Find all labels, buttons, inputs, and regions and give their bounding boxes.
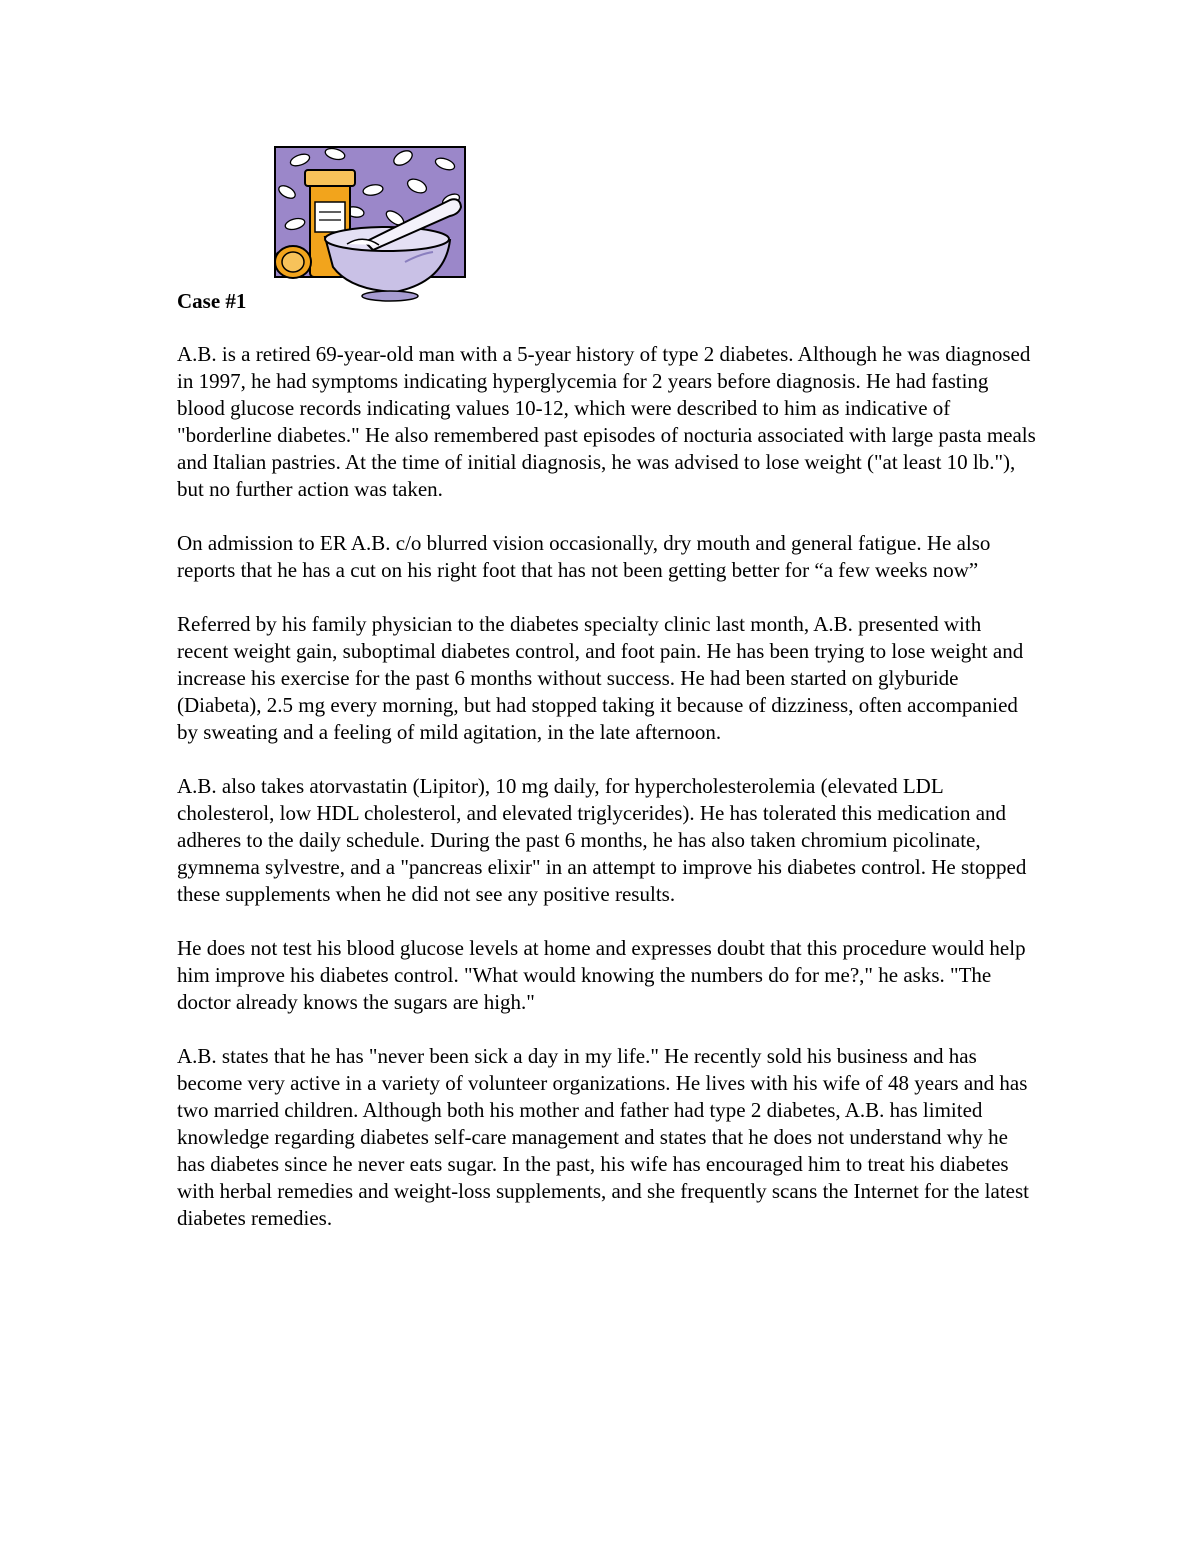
pharmacy-mortar-pills-icon xyxy=(255,142,470,302)
paragraph-glucose-testing: He does not test his blood glucose levels at home and expresses doubt that this procedure would help him improve his diabetes control. "What would knowing the numbers do for me?," he asks. "The doctor already knows the sugars are high." xyxy=(177,936,1026,1014)
paragraph-history: A.B. is a retired 69-year-old man with a 5-year history of type 2 diabetes. Although he was diagnosed in 1997, he had symptoms indicating hyperglycemia for 2 years before diagnosis. He had fasting blood glucose records indicating values 10-12, which were described to him as indicative of "borderline diabetes." He also remembered past episodes of nocturia associated with large pasta meals and Italian pastries. At the time of initial diagnosis, he was advised to lose weight ("at least 10 lb."), but no further action was taken. xyxy=(177,342,1036,501)
case-title: Case #1 xyxy=(177,289,247,313)
paragraph-referral: Referred by his family physician to the diabetes specialty clinic last month, A.B. presented with recent weight gain, suboptimal diabetes control, and foot pain. He has been trying to lose weight and increase his exercise for the past 6 months without success. He had been started on glyburide (Diabeta), 2.5 mg every morning, but had stopped taking it because of dizziness, often accompanied by sweating and a feeling of mild agitation, in the late afternoon. xyxy=(177,612,1024,744)
paragraph-medications: A.B. also takes atorvastatin (Lipitor), 10 mg daily, for hypercholesterolemia (elevated LDL cholesterol, low HDL cholesterol, and elevated triglycerides). He has tolerated this medication and adheres to the daily schedule. During the past 6 months, he has also taken chromium picolinate, gymnema sylvestre, and a "pancreas elixir" in an attempt to improve his diabetes control. He stopped these supplements when he did not see any positive results. xyxy=(177,774,1027,906)
case-body xyxy=(177,341,1037,1259)
paragraph-social-history: A.B. states that he has "never been sick a day in my life." He recently sold his business and has become very active in a variety of volunteer organizations. He lives with his wife of 48 years and has two married children. Although both his mother and father had type 2 diabetes, A.B. has limited knowledge regarding diabetes self-care management and states that he does not understand why he has diabetes since he never eats sugar. In the past, his wife has encouraged him to treat his diabetes with herbal remedies and weight-loss supplements, and she frequently scans the Internet for the latest diabetes remedies. xyxy=(177,1044,1029,1230)
paragraph-admission: On admission to ER A.B. c/o blurred vision occasionally, dry mouth and general fatigue. He also reports that he has a cut on his right foot that has not been getting better for “a few weeks now” xyxy=(177,531,991,582)
